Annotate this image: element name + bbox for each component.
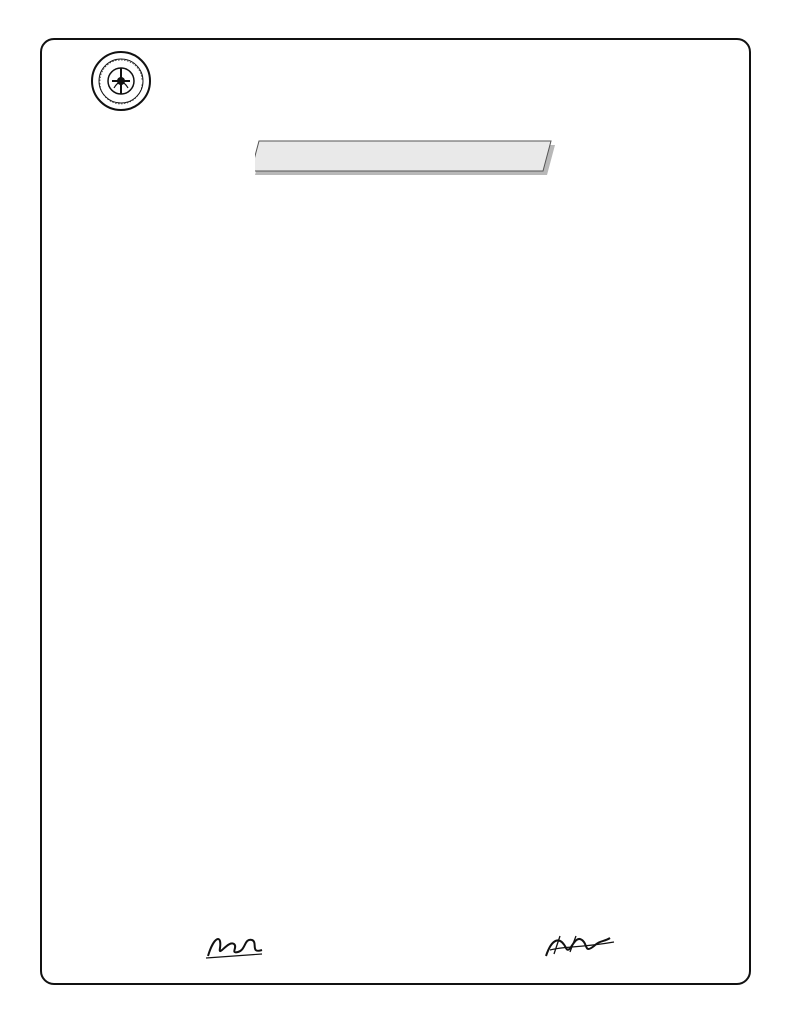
notice-border — [40, 38, 751, 985]
title-banner — [255, 139, 555, 175]
chairman-signature — [540, 928, 620, 964]
secretary-signature — [200, 930, 270, 964]
union-logo-icon — [90, 50, 152, 112]
